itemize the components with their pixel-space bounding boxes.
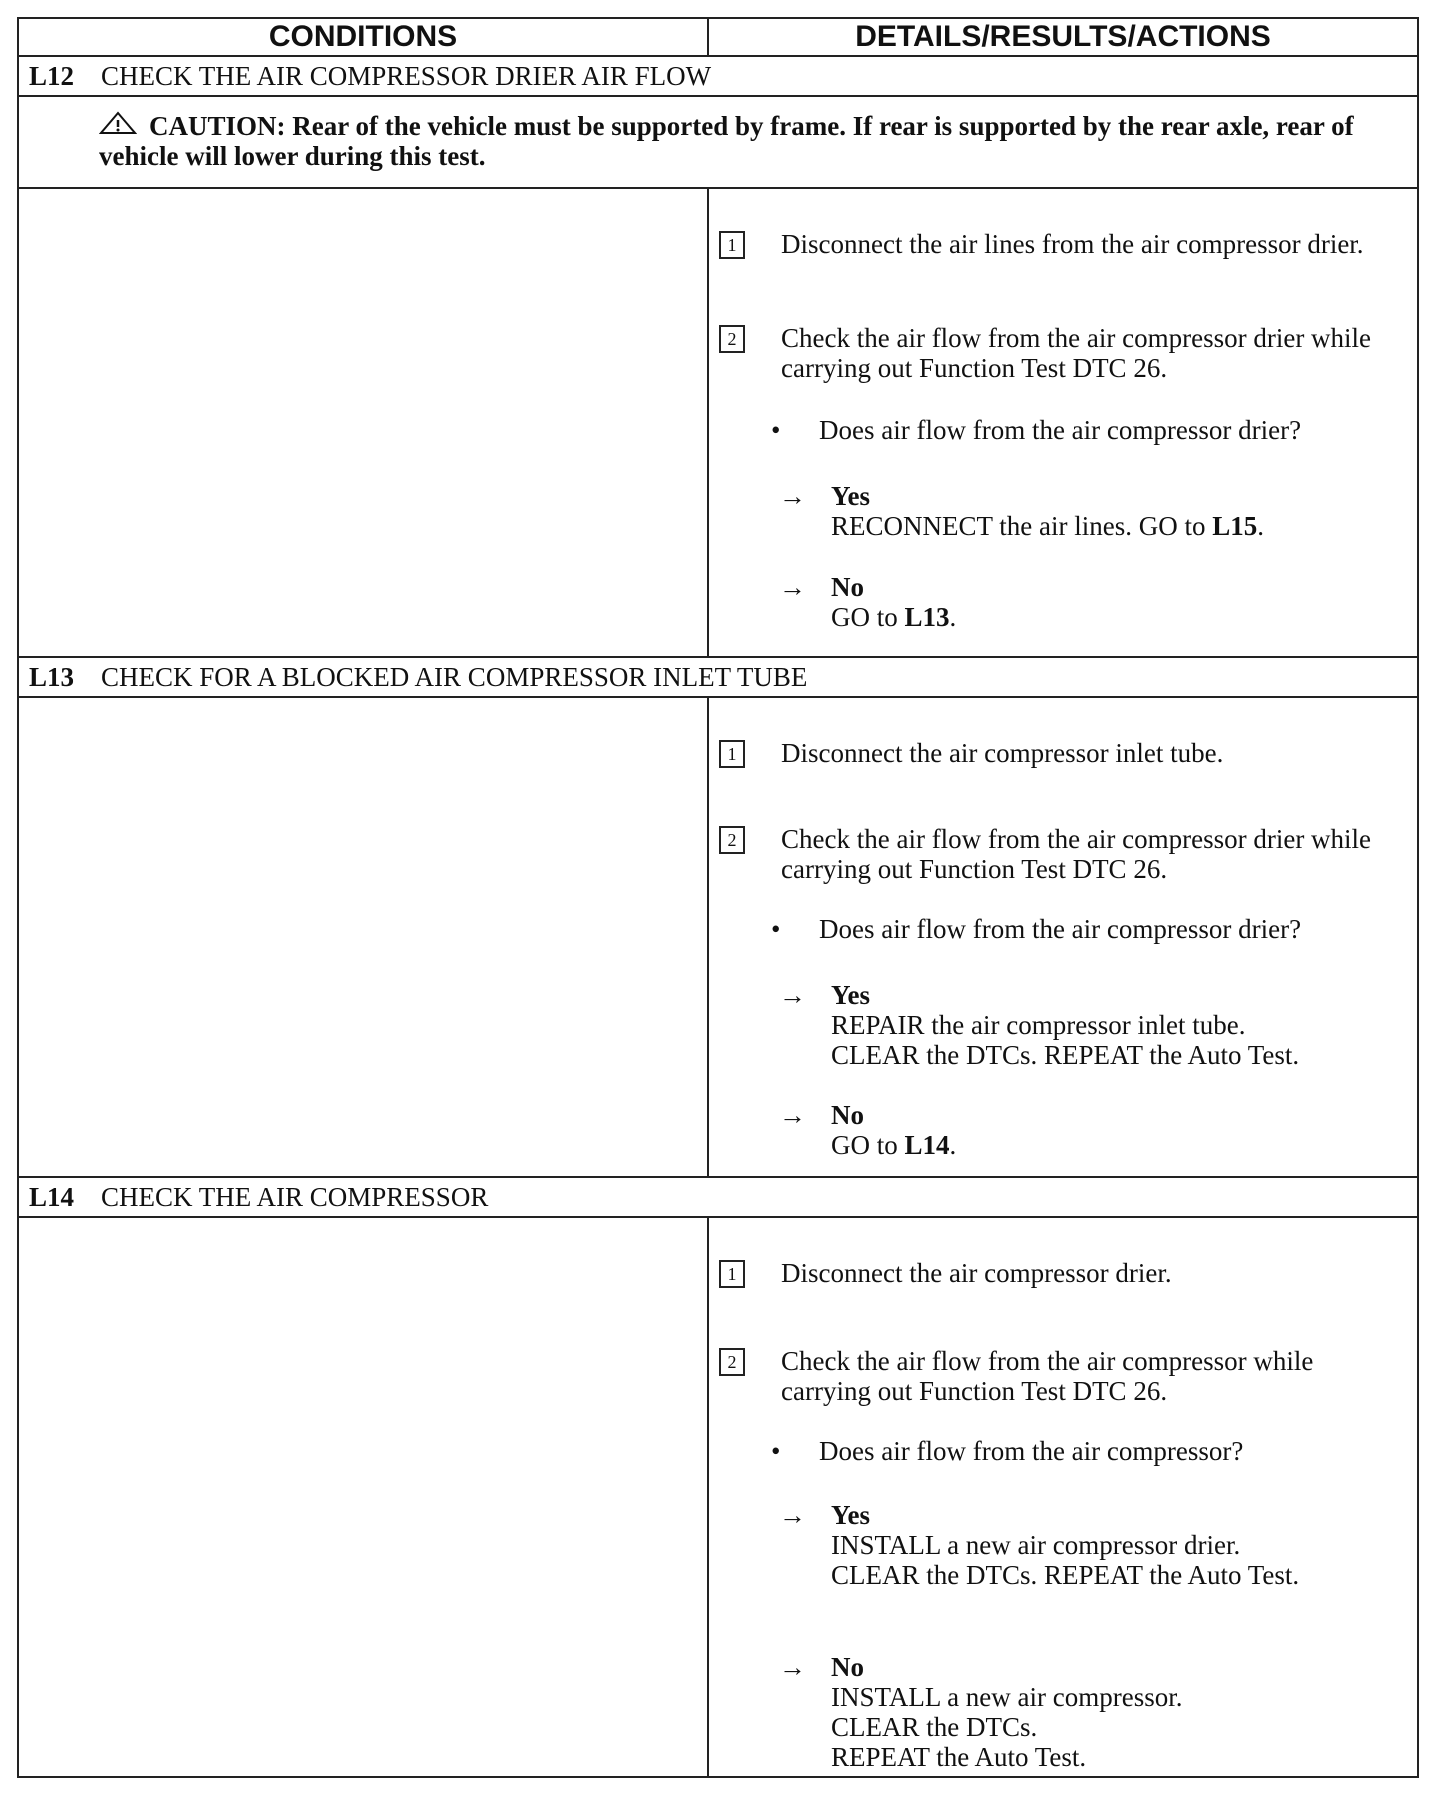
step-number-box: 2	[719, 826, 745, 854]
action-text: Check the air flow from the air compressor while carrying out Function Test DTC 26.	[781, 1346, 1314, 1406]
step-l12-body	[17, 189, 1419, 658]
no-action: GO to L14.	[831, 1130, 957, 1160]
arrow-right-icon: →	[779, 1100, 806, 1130]
conditions-cell	[19, 189, 709, 656]
next-step-ref: L14	[904, 1130, 950, 1160]
step-id: L13	[29, 661, 75, 692]
action-item	[719, 1258, 1391, 1288]
question-item	[771, 1436, 1243, 1466]
yes-outcome	[771, 481, 1264, 541]
arrow-right-icon: →	[779, 1500, 806, 1530]
question-item	[771, 415, 1301, 445]
action-text: Disconnect the air compressor inlet tube.	[781, 738, 1224, 768]
bullet-icon: •	[771, 914, 781, 944]
no-action-line: INSTALL a new air compressor.	[831, 1682, 1183, 1712]
arrow-right-icon: →	[779, 1652, 806, 1682]
yes-outcome	[771, 1500, 1299, 1590]
arrow-right-icon: →	[779, 481, 806, 511]
question-text: Does air flow from the air compressor drier?	[819, 914, 1302, 944]
no-action-line: CLEAR the DTCs.	[831, 1712, 1038, 1742]
no-action-text: GO to	[831, 602, 898, 632]
step-number-box: 1	[719, 1260, 745, 1288]
yes-action-line: REPAIR the air compressor inlet tube.	[831, 1010, 1246, 1040]
step-number-box: 1	[719, 231, 745, 259]
step-number-box: 1	[719, 740, 745, 768]
yes-action-text: RECONNECT the air lines. GO to	[831, 511, 1206, 541]
no-label: No	[831, 572, 864, 602]
conditions-cell	[19, 698, 709, 1176]
step-id: L14	[29, 1181, 75, 1212]
action-item	[719, 824, 1391, 884]
action-item	[719, 229, 1391, 259]
step-l14-body	[17, 1218, 1419, 1778]
yes-label: Yes	[831, 481, 870, 511]
step-l13-body	[17, 698, 1419, 1178]
next-step-ref: L13	[904, 602, 950, 632]
action-item	[719, 1346, 1391, 1406]
no-outcome	[771, 572, 956, 632]
no-label: No	[831, 1100, 864, 1130]
arrow-right-icon: →	[779, 980, 806, 1010]
no-action-text: GO to	[831, 1130, 898, 1160]
action-text: Check the air flow from the air compressor drier while carrying out Function Test DTC 26.	[781, 824, 1372, 884]
yes-label: Yes	[831, 1500, 870, 1530]
warning-icon	[99, 111, 149, 141]
conditions-header: CONDITIONS	[19, 19, 709, 55]
action-item	[719, 738, 1391, 768]
bullet-icon: •	[771, 415, 781, 445]
arrow-right-icon: →	[779, 572, 806, 602]
question-text: Does air flow from the air compressor?	[819, 1436, 1244, 1466]
bullet-icon: •	[771, 1436, 781, 1466]
yes-outcome	[771, 980, 1299, 1070]
no-action: GO to L13.	[831, 602, 957, 632]
no-outcome	[771, 1652, 1183, 1772]
next-step-ref: L15	[1212, 511, 1258, 541]
conditions-cell	[19, 1218, 709, 1776]
action-text: Disconnect the air compressor drier.	[781, 1258, 1172, 1288]
step-number-box: 2	[719, 1348, 745, 1376]
yes-action-line: CLEAR the DTCs. REPEAT the Auto Test.	[831, 1040, 1300, 1070]
no-label: No	[831, 1652, 864, 1682]
yes-action: RECONNECT the air lines. GO to L15.	[831, 511, 1264, 541]
yes-action-line: INSTALL a new air compressor drier.	[831, 1530, 1241, 1560]
yes-label: Yes	[831, 980, 870, 1010]
action-item	[719, 323, 1391, 383]
question-text: Does air flow from the air compressor drier?	[819, 415, 1302, 445]
caution-text: Rear of the vehicle must be supported by frame. If rear is supported by the rear axle, rear of vehicle will lower during this test.	[99, 111, 1354, 171]
action-text: Disconnect the air lines from the air compressor drier.	[781, 229, 1364, 259]
no-action-line: REPEAT the Auto Test.	[831, 1742, 1087, 1772]
details-cell	[709, 698, 1417, 1176]
step-l12-title-row	[17, 57, 1419, 97]
no-outcome	[771, 1100, 956, 1160]
caution-note	[17, 97, 1419, 189]
details-cell	[709, 189, 1417, 656]
question-item	[771, 914, 1301, 944]
step-title: CHECK THE AIR COMPRESSOR	[101, 1181, 489, 1212]
yes-action-line: CLEAR the DTCs. REPEAT the Auto Test.	[831, 1560, 1300, 1590]
step-id: L12	[29, 60, 75, 91]
step-l14-title-row	[17, 1178, 1419, 1218]
step-number-box: 2	[719, 325, 745, 353]
caution-label: CAUTION:	[149, 111, 286, 141]
details-header: DETAILS/RESULTS/ACTIONS	[855, 20, 1271, 53]
step-title: CHECK THE AIR COMPRESSOR DRIER AIR FLOW	[101, 60, 712, 91]
action-text: Check the air flow from the air compressor drier while carrying out Function Test DTC 26.	[781, 323, 1372, 383]
diagnostic-table	[17, 17, 1419, 1778]
step-title: CHECK FOR A BLOCKED AIR COMPRESSOR INLET TUBE	[101, 661, 808, 692]
details-cell	[709, 1218, 1417, 1776]
step-l13-title-row	[17, 658, 1419, 698]
table-header	[17, 17, 1419, 57]
